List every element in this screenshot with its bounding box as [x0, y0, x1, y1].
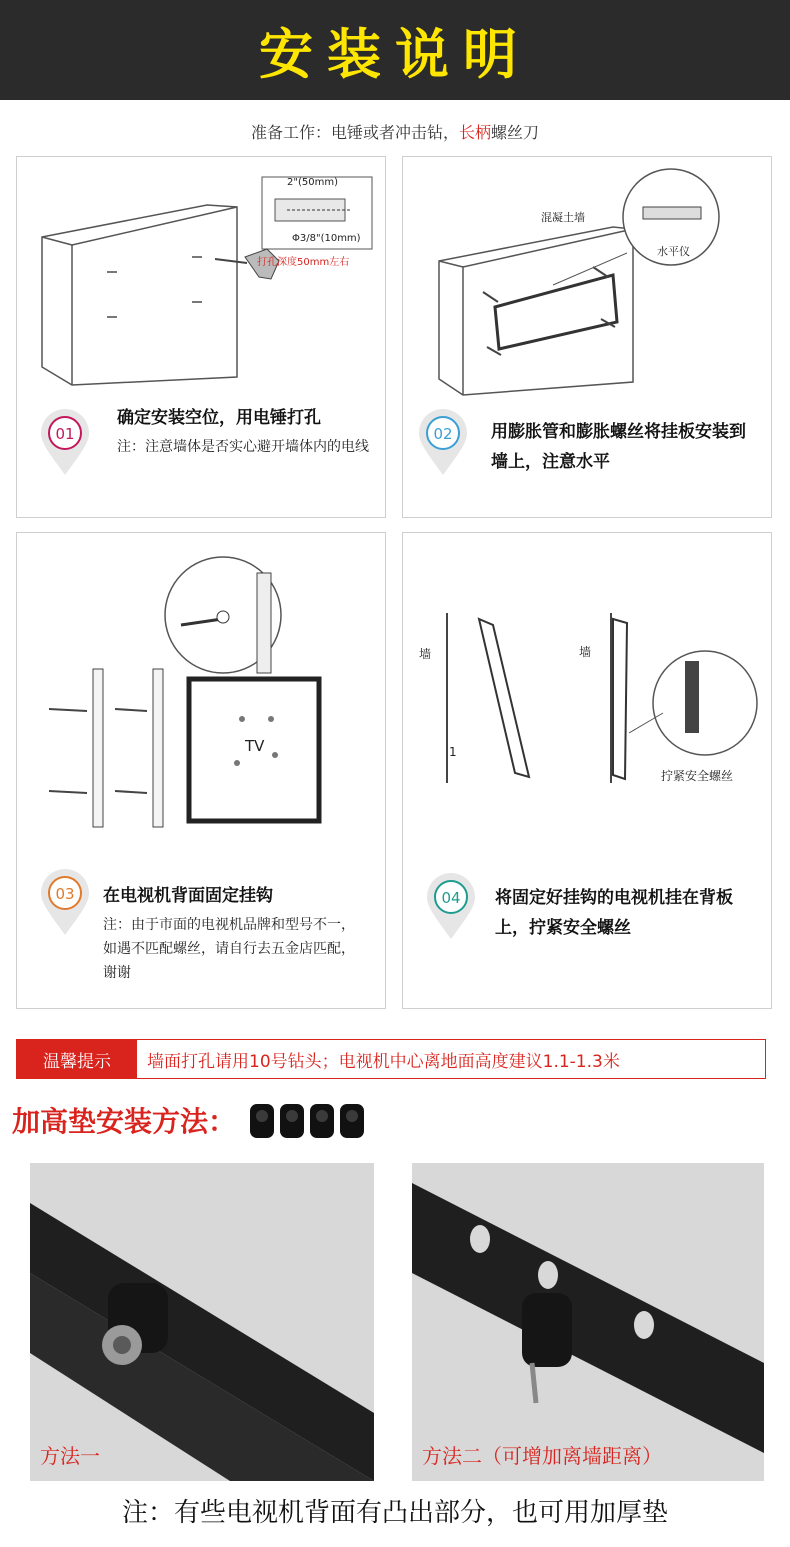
- step-panel-01: [16, 156, 386, 518]
- step-04-title: 将固定好挂钩的电视机挂在背板上，拧紧安全螺丝: [495, 888, 733, 938]
- method-1-photo: [30, 1163, 374, 1481]
- method-2-caption: 方法二（可增加离墙距离）: [422, 1444, 662, 1468]
- tip-text: 墙面打孔请用10号钻头；电视机中心离地面高度建议1.1-1.3米: [147, 1051, 620, 1072]
- concrete-wall-label: 混凝土墙: [541, 211, 585, 224]
- dim-label-50mm: 2"(50mm): [287, 177, 338, 188]
- step-03-pin-icon: [39, 867, 91, 937]
- prep-highlight: 长柄: [458, 123, 491, 142]
- method-2-photo: [412, 1163, 764, 1481]
- dim-label-10mm: Φ3/8"(10mm): [292, 233, 361, 244]
- step-panel-04: [402, 532, 772, 1009]
- step-01-number: 01: [55, 425, 75, 443]
- step-04-pin-icon: [425, 871, 477, 941]
- prep-line: [0, 120, 790, 143]
- step-panel-02: [402, 156, 772, 518]
- step-03-title: 在电视机背面固定挂钩: [103, 886, 273, 906]
- step-01-title: 确定安装空位，用电锤打孔: [117, 408, 321, 428]
- level-label: 水平仪: [657, 245, 690, 258]
- tip-bar: [16, 1039, 766, 1079]
- footer-note: 注：有些电视机背面有凸出部分，也可用加厚垫: [121, 1498, 668, 1528]
- method-1-bracket-image: [30, 1163, 374, 1481]
- wall-label-right: 墙: [579, 645, 592, 659]
- page-title: 安装说明: [259, 22, 531, 86]
- tv-label: TV: [245, 737, 265, 755]
- pad-section-title: 加高垫安装方法：: [12, 1105, 237, 1138]
- step-02-pin-icon: [417, 407, 469, 477]
- pad-icons: [250, 1104, 364, 1138]
- prep-suffix: 螺丝刀: [491, 123, 540, 142]
- spacer-pad-icon: [280, 1104, 304, 1138]
- step-02-number: 02: [433, 425, 453, 443]
- spacer-pad-icon: [310, 1104, 334, 1138]
- step-04-number: 04: [441, 889, 461, 907]
- step-03-note: 注：由于市面的电视机品牌和型号不一，如遇不匹配螺丝，请自行去五金店匹配，谢谢: [103, 917, 355, 981]
- step-03-number: 03: [55, 885, 75, 903]
- step-marker-1: 1: [449, 745, 457, 759]
- drill-depth-label: 打孔深度50mm左右: [257, 257, 350, 268]
- spacer-pad-icon: [250, 1104, 274, 1138]
- method-2-bracket-image: [412, 1163, 764, 1481]
- tip-tag: 温馨提示: [17, 1040, 137, 1078]
- method-1-caption: 方法一: [40, 1444, 100, 1468]
- wall-label-left: 墙: [419, 647, 432, 661]
- prep-prefix: 准备工作：电锤或者冲击钻，: [250, 123, 459, 142]
- step-01-pin-icon: [39, 407, 91, 477]
- tighten-label: 拧紧安全螺丝: [661, 769, 734, 783]
- header-banner: [0, 0, 790, 100]
- spacer-pad-icon: [340, 1104, 364, 1138]
- step-01-note: 注：注意墙体是否实心避开墙体内的电线: [117, 439, 369, 455]
- step-02-title: 用膨胀管和膨胀螺丝将挂板安装到墙上，注意水平: [491, 422, 746, 472]
- step-panel-03: [16, 532, 386, 1009]
